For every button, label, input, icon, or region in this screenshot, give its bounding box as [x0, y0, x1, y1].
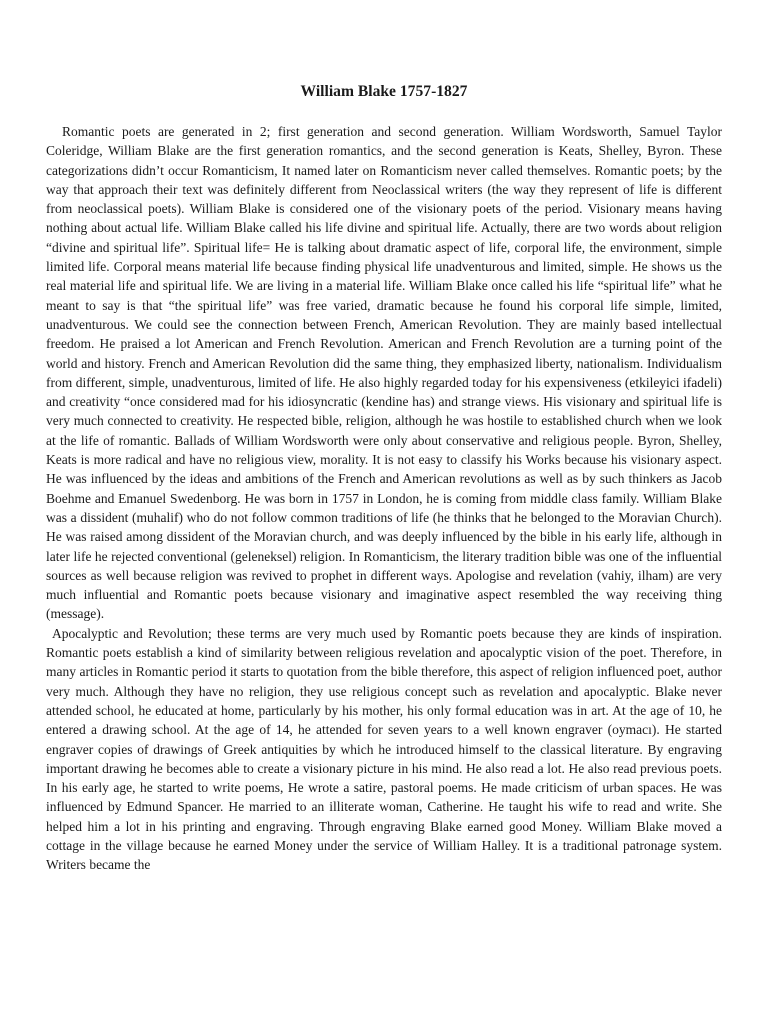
- document-title: William Blake 1757-1827: [300, 83, 468, 100]
- paragraph-1: Romantic poets are generated in 2; first generation and second generation. William Wordsworth, Samuel Taylor Coleridge, William Blake are the first generation romantics, and the second generation is Keats, Shelley, Byron. These categorizations didn’t occur Romanticism, It named later on Romanticism never called themselves. Romantic poets; by the way that approach their text was definitely different from Neoclassical writers (the way they represent of life is different from neoclassical poets). William Blake is considered one of the visionary poets of the period. Visionary means having nothing about actual life. William Blake called his life divine and spiritual life. Actually, there are two words about religion “divine and spiritual life”. Spiritual life= He is talking about dramatic aspect of life, corporal life, the environment, simple limited life. Corporal means material life because finding physical life unadventurous and limited, simple. He shows us the real material life and spiritual life. We are living in a material life. William Blake once called his life “spiritual life” what he meant to say is that “the spiritual life” was free varied, dramatic because he found his corporal life simple, limited, unadventurous. We could see the connection between French, American Revolution. They are mainly based intellectual freedom. He praised a lot American and French Revolution. American and French Revolution are a turning point of the world and history. French and American Revolution did the same thing, they emphasized liberty, nationalism. Individualism from different, simple, unadventurous, limited of life. He also highly regarded today for his expensiveness (etkileyici ifadeli) and creativity “once considered mad for his idiosyncratic (kendine has) and strange views. His visionary and spiritual life is very much connected to creativity. He respected bible, religion, although he was hostile to established church when we look at the life of romantic. Ballads of William Wordsworth were only about conservative and religious people. Byron, Shelley, Keats is more radical and have no religious view, morality. It is not easy to classify his Works because his visionary aspect. He was influenced by the ideas and ambitions of the French and American revolutions as well as by such thinkers as Jacob Boehme and Emanuel Swedenborg. He was born in 1757 in London, he is coming from middle class family. William Blake was a dissident (muhalif) who do not follow common traditions of life (he thinks that he belonged to the Moravian Church). He was raised among dissident of the Moravian church, and was deeply influenced by the bible in his early life, although in later life he rejected conventional (geleneksel) religion. In Romanticism, the literary tradition bible was one of the influential sources as well because religion was revived to prophet in different ways. Apologise and revelation (vahiy, ilham) are very much influential and Romantic poets because visionary and imaginative aspect resembled the way receiving thing (message).: [46, 124, 722, 622]
- paragraph-2: Apocalyptic and Revolution; these terms are very much used by Romantic poets because they are kinds of inspiration. Romantic poets establish a kind of similarity between religious revelation and apocalyptic vision of the poet. Therefore, in many articles in Romantic period it starts to quotation from the bible therefore, this aspect of religion influenced poet, author very much. Although they have no religion, they use religious concept such as revelation and apocalyptic. Blake never attended school, he educated at home, particularly by his mother, his only formal education was in art. At the age of 10, he entered a drawing school. At the age of 14, he attended for seven years to a well known engraver (oymacı). He started engraver copies of drawings of Greek antiquities by which he introduced himself to the classical literature. By engraving important drawing he becomes able to create a visionary picture in his mind. He also read a lot. He also read previous poets. In his early age, he started to write poems, He wrote a satire, pastoral poems. He made criticism of urban spaces. He was influenced by Edmund Spancer. He married to an illiterate woman, Catherine. He taught his wife to read and write. She helped him a lot in his printing and engraving. Through engraving Blake earned good Money. William Blake moved a cottage in the village because he earned Money under the service of William Halley. It is a traditional patronage system. Writers became the: [46, 625, 722, 873]
- document-body: [46, 122, 722, 875]
